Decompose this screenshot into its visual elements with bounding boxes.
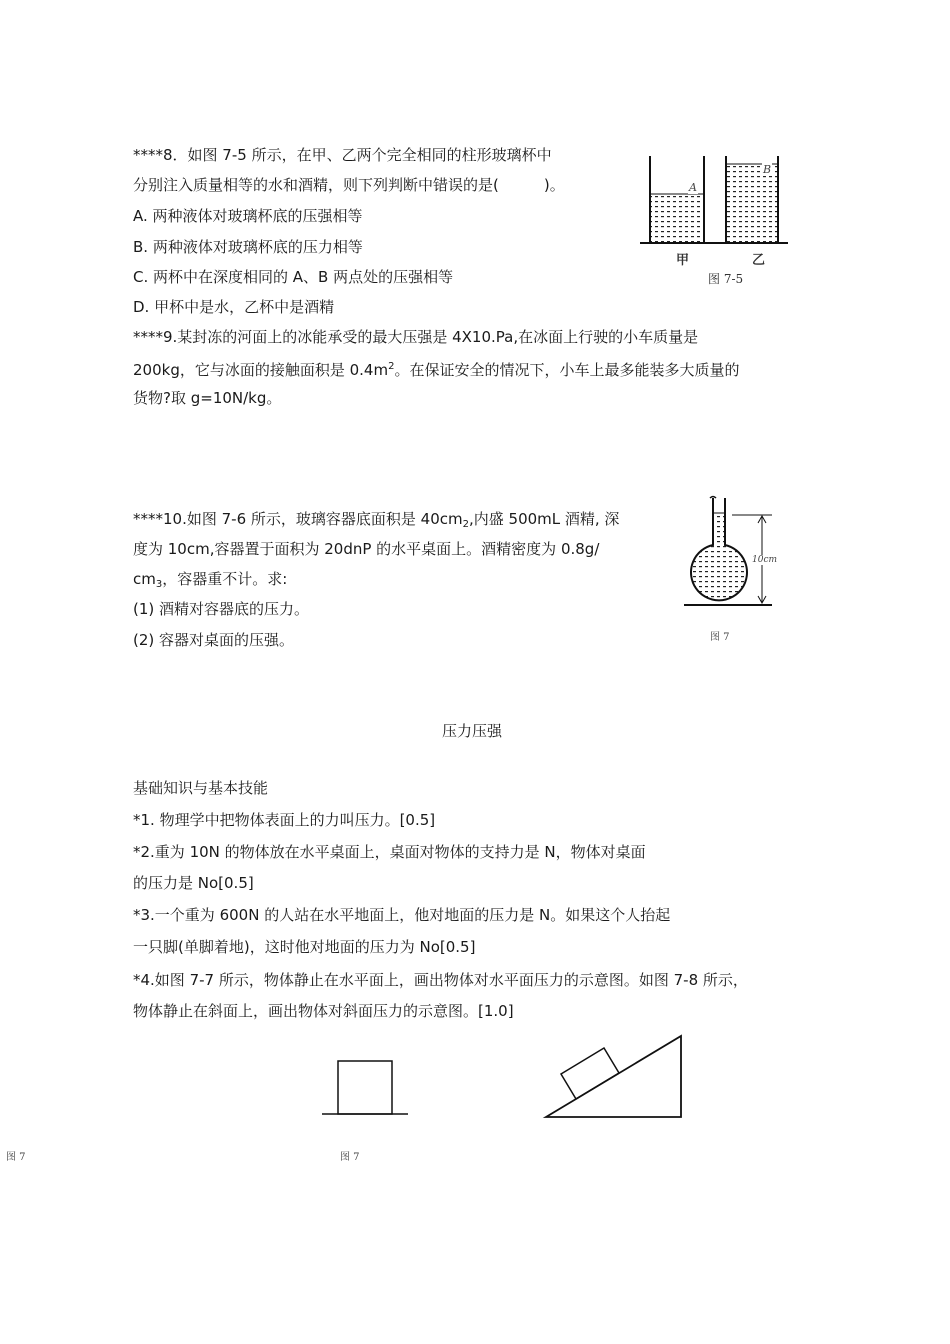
q9-line-2: 200kg，它与冰面的接触面积是 $0.4m^2$。在保证安全的情况下，小车上最多能装多大质量的 (133, 361, 740, 379)
section-subtitle: 基础知识与基本技能 (133, 779, 269, 797)
basic-q2-line-1: *2.重为 10N 的物体放在水平桌面上，桌面对物体的支持力是 N，物体对桌面 (133, 843, 646, 861)
q8-option-d: D. 甲杯中是水，乙杯中是酒精 (133, 298, 335, 316)
q10-line-2: 度为 10cm,容器置于面积为 20dnP 的水平桌面上。酒精密度为 0.8g/ (133, 540, 600, 558)
point-b-label: B (763, 163, 772, 176)
basic-q2-line-2: 的压力是 No[0.5] (133, 874, 254, 892)
q8-option-c: C. 两杯中在深度相同的 A、B 两点处的压强相等 (133, 268, 454, 286)
section-title: 压力压强 (442, 722, 503, 740)
q10-line-3: $cm_3$，容器重不计。求: (133, 570, 288, 590)
q9-line-3: 货物?取 g=10N/kg。 (133, 389, 282, 407)
q10-item-1: (1) 酒精对容器底的压力。 (133, 600, 310, 618)
basic-q4-line-2: 物体静止在斜面上，画出物体对斜面压力的示意图。[1.0] (133, 1002, 514, 1020)
cup-label-right: 乙 (752, 253, 766, 268)
q8-line-1: ****8．如图 7-5 所示，在甲、乙两个完全相同的柱形玻璃杯中 (133, 146, 552, 164)
q10-item-2: (2) 容器对桌面的压强。 (133, 631, 295, 649)
figure-7-7-block-on-floor (318, 1055, 418, 1120)
basic-q4-line-1: *4.如图 7-7 所示，物体静止在水平面上，画出物体对水平面压力的示意图。如图 7-8 所示， (133, 971, 748, 989)
basic-q3-line-2: 一只脚(单脚着地)，这时他对地面的压力为 No[0.5] (133, 938, 476, 956)
flask-depth-label: 10cm (752, 555, 778, 565)
basic-q1: *1. 物理学中把物体表面上的力叫压力。[0.5] (133, 811, 436, 829)
q8-option-b: B. 两种液体对玻璃杯底的压力相等 (133, 238, 363, 256)
figure-7-5-caption: 图 7-5 (708, 272, 744, 286)
q10-line-1: ****10.如图 7-6 所示，玻璃容器底面积是 $40cm_2$,内盛 500mL 酒精, 深 (133, 510, 620, 530)
figure-7-6-caption: 图 7 (710, 632, 730, 643)
basic-q3-line-1: *3.一个重为 600N 的人站在水平地面上，他对地面的压力是 N。如果这个人抬起 (133, 906, 671, 924)
figure-caption-mid: 图 7 (340, 1152, 360, 1163)
q8-line-2: 分别注入质量相等的水和酒精，则下列判断中错误的是( )。 (133, 176, 565, 194)
q9-line-1: ****9.某封冻的河面上的冰能承受的最大压强是 4X10.Pa,在冰面上行驶的小车质量是 (133, 328, 699, 346)
q8-option-a: A. 两种液体对玻璃杯底的压强相等 (133, 207, 363, 225)
figure-7-8-block-on-incline (540, 1030, 690, 1125)
cup-label-left: 甲 (676, 253, 690, 268)
point-a-label: A (689, 181, 697, 194)
figure-caption-left: 图 7 (6, 1152, 26, 1163)
